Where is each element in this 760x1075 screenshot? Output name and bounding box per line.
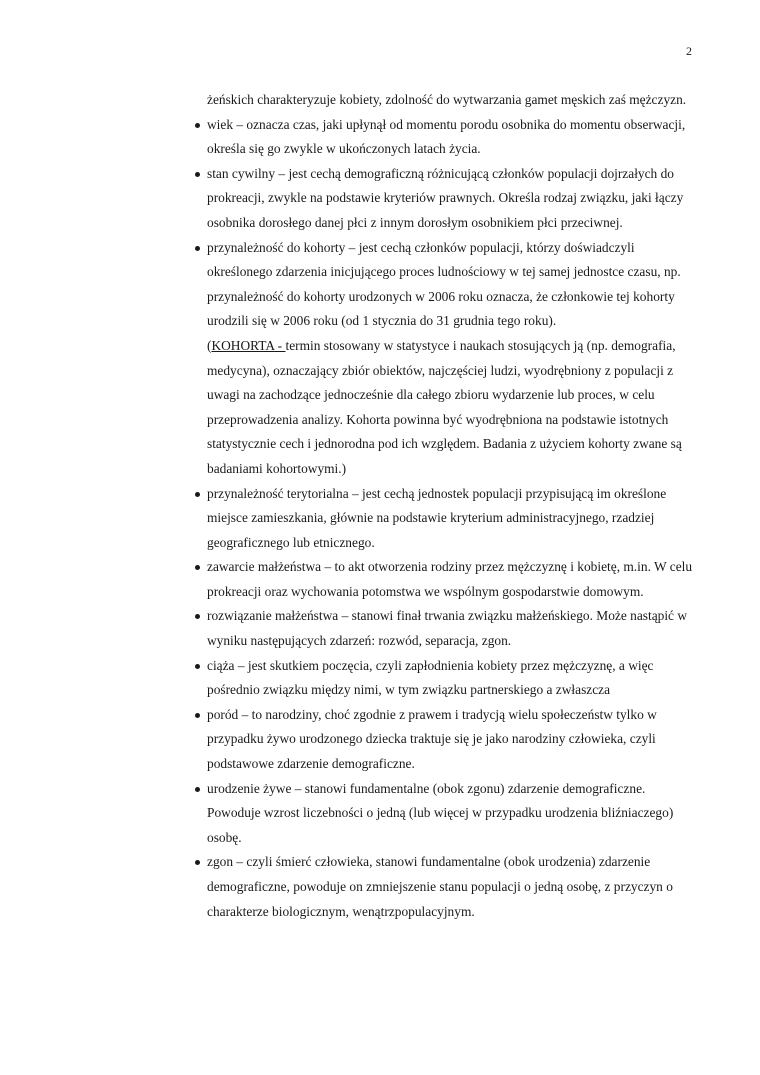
list-item-text: rozwiązanie małżeństwa – stanowi finał trwania związku małżeńskiego. Może nastąpić w wyniku następujących zdarzeń: rozwód, separacja, zgon.: [207, 608, 688, 649]
bullet-icon: [195, 713, 200, 718]
bullet-icon: [195, 787, 200, 792]
list-item-urodzenie-zywe: [193, 777, 693, 851]
list-item-text: zgon – czyli śmierć człowieka, stanowi fundamentalne (obok urodzenia) zdarzenie demograficzne, powoduje on zmniejszenie stanu populacji o jedną osobę, z przyczyn o charakterze biologicznym, wenątrzpopulacyjnym.: [207, 854, 673, 919]
list-item-rozwiazanie-malzenstwa: [193, 604, 693, 653]
bullet-icon: [195, 664, 200, 669]
list-item-zawarcie-malzenstwa: [193, 555, 693, 604]
list-item-ciaza: [193, 654, 693, 703]
intro-paragraph: żeńskich charakteryzuje kobiety, zdolność do wytwarzania gamet męskich zaś mężczyzn.: [207, 92, 687, 107]
bullet-icon: [195, 172, 200, 177]
list-item-text: przynależność terytorialna – jest cechą jednostek populacji przypisującą im określone miejsce zamieszkania, głównie na podstawie kryterium administracyjnego, rzadziej geograficznego lub etnicznego.: [207, 485, 667, 550]
kohorta-term: KOHORTA -: [211, 337, 286, 353]
bullet-icon: [195, 614, 200, 619]
list-item-text: wiek – oznacza czas, jaki upłynął od momentu porodu osobnika do momentu obserwacji, określa się go zwykle w ukończonych latach życia.: [207, 116, 686, 157]
bullet-icon: [195, 492, 200, 497]
list-item-text: poród – to narodziny, choć zgodnie z prawem i tradycją wielu społeczeństw tylko w przypadku żywo urodzonego dziecka traktuje się je jako narodziny człowieka, czyli podstawowe zdarzenie demograficzne.: [207, 706, 657, 772]
bullet-icon: [195, 860, 200, 865]
list-item-kohorta: [193, 236, 693, 482]
kohorta-note-text: termin stosowany w statystyce i naukach stosujących ją (np. demografia, medycyna), oznaczający zbiór obiektów, najczęściej ludzi, wyodrębniony z populacji z uwagi na zachodzące jednocześnie dla całego zbioru wydarzenie lub proces, w celu przeprowadzenia analizy. Kohorta powinna być wyodrębniona na podstawie istotnych statystycznie cech i jednorodna pod ich względem. Badania z użyciem kohorty zwane są badaniami kohortowymi.): [207, 337, 682, 476]
list-item-wiek: [193, 113, 693, 162]
list-item-przynaleznosc-terytorialna: [193, 482, 693, 556]
bullet-icon: [195, 246, 200, 251]
kohorta-note-prefix: (: [207, 337, 212, 353]
list-item-text: ciąża – jest skutkiem poczęcia, czyli zapłodnienia kobiety przez mężczyznę, a więc pośrednio związku między nimi, w tym związku partnerskiego a zwłaszcza: [207, 657, 654, 698]
list-item-text: urodzenie żywe – stanowi fundamentalne (obok zgonu) zdarzenie demograficzne. Powoduje wzrost liczebności o jedną (lub więcej w przypadku urodzenia bliźniaczego) osobę.: [207, 780, 674, 845]
list-item-text: zawarcie małżeństwa – to akt otworzenia rodziny przez mężczyznę i kobietę, m.in. W celu prokreacji oraz wychowania potomstwa we wspólnym gospodarstwie domowym.: [207, 559, 693, 599]
list-item-text: przynależność do kohorty – jest cechą członków populacji, którzy doświadczyli określonego zdarzenia inicjującego proces ludnościowy w tej samej jednostce czasu, np. przynależność do kohorty urodzonych w 2006 roku oznacza, że członkowie tej kohorty urodzili się w 2006 roku (od 1 stycznia do 31 grudnia tego roku).: [207, 239, 681, 329]
list-item-text: stan cywilny – jest cechą demograficzną różnicującą członków populacji dojrzałych do prokreacji, zwykle na podstawie kryteriów prawnych. Określa rodzaj związku, jaki łączy osobnika dorosłego danej płci z innym dorosłym osobnikiem płci przeciwnej.: [207, 165, 684, 230]
list-item-zgon: [193, 850, 693, 924]
document-body: [193, 88, 693, 924]
page-number: 2: [686, 44, 692, 58]
list-item-porod: [193, 703, 693, 777]
bullet-icon: [195, 565, 200, 570]
list-item-stan-cywilny: [193, 162, 693, 236]
bullet-icon: [195, 123, 200, 128]
